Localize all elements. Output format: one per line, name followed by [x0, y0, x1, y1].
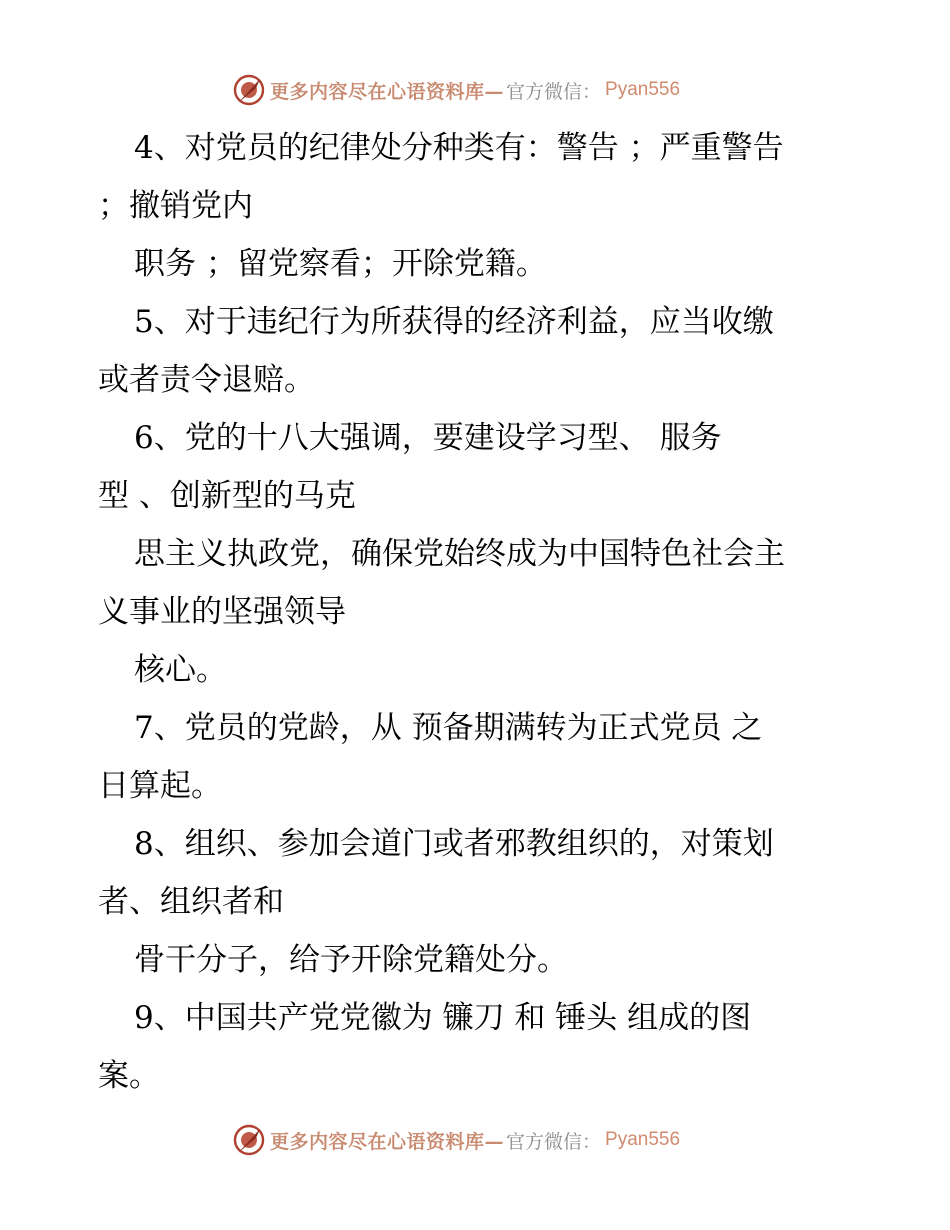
banner-wechat-label: 官方微信： [506, 80, 602, 103]
banner-text: 更多内容尽在心语资料库— [270, 1130, 505, 1153]
text-line-17: 案。 [98, 1058, 160, 1094]
text-line-2: ；撤销党内 [98, 188, 253, 224]
text-line-1: 4、对党员的纪律处分种类有：警告 ；严重警告 [134, 130, 784, 166]
quill-logo-icon [232, 1123, 266, 1157]
quill-logo-icon [232, 73, 266, 107]
banner-wechat-id: Pyan556 [605, 1129, 681, 1150]
footer-banner [0, 1120, 950, 1160]
text-line-4: 5、对于违纪行为所获得的经济利益，应当收缴 [134, 304, 774, 340]
text-line-11: 7、党员的党龄，从 预备期满转为正式党员 之 [134, 710, 763, 746]
banner-wechat-label: 官方微信： [506, 1130, 602, 1153]
text-line-7: 型 、创新型的马克 [98, 478, 356, 514]
text-line-8: 思主义执政党，确保党始终成为中国特色社会主 [134, 536, 785, 572]
text-line-15: 骨干分子，给予开除党籍处分。 [134, 942, 568, 978]
text-line-16: 9、中国共产党党徽为 镰刀 和 锤头 组成的图 [134, 1000, 752, 1036]
text-line-9: 义事业的坚强领导 [98, 594, 346, 630]
header-banner [0, 70, 950, 110]
banner-text: 更多内容尽在心语资料库— [270, 80, 505, 103]
text-line-14: 者、组织者和 [98, 884, 284, 920]
text-line-5: 或者责令退赔。 [98, 362, 315, 398]
text-line-10: 核心。 [134, 652, 227, 688]
text-line-3: 职务 ；留党察看；开除党籍。 [134, 246, 547, 282]
text-line-6: 6、党的十八大强调，要建设学习型、 服务 [134, 420, 722, 456]
banner-wechat-id: Pyan556 [605, 79, 681, 100]
text-line-13: 8、组织、参加会道门或者邪教组织的，对策划 [134, 826, 774, 862]
text-line-12: 日算起。 [98, 768, 222, 804]
